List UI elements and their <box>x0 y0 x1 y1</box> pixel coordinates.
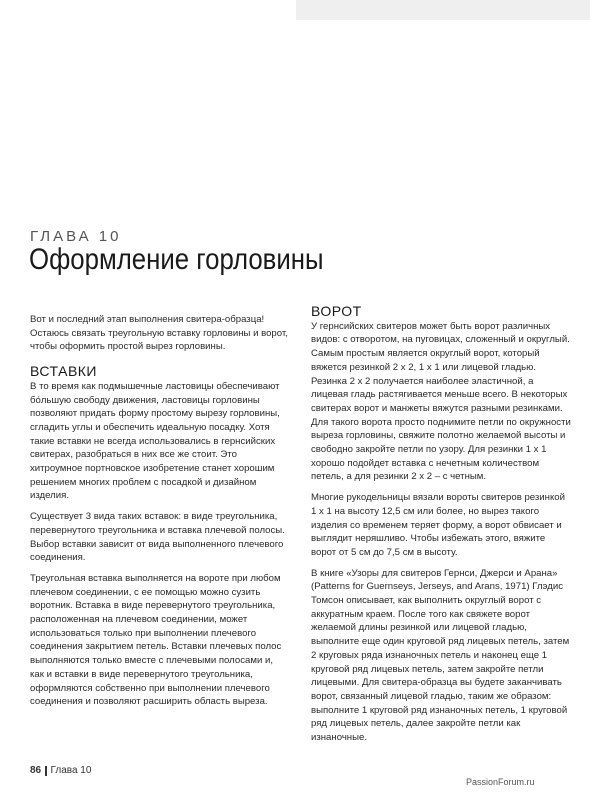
inserts-paragraph-3: Треугольная вставка выполняется на вороте при любом плечевом соединении, с ее помощью можно сузить воротник. Вставка в виде перевернутого треугольника, расположенная на плечевом соединении, может использоваться только при выполнении плечевого соединения закрытием петель. Вставки плечевых полос выполняются только вместе с плечевыми полосами и, как и вставки в виде перевернутого треугольника, оформляются собственно при выполнении плечевого соединения и позволяют расширить область выреза. <box>30 572 282 708</box>
page-corner-shade <box>296 0 590 20</box>
inserts-paragraph-1: В то время как подмышечные ластовицы обеспечивают бо́льшую свободу движения, ластовицы горловины позволяют придать форму простому вырезу горловины, сгладить углы и обеспечить идеальную посадку. Хотя такие вставки не всегда использовались в гернсийских свитерах, разобраться в них все же стоит. Это хитроумное портновское изобретение станет хорошим решением многих проблем с посадкой и дизайном изделия. <box>30 380 280 502</box>
collar-paragraph-2: Многие рукодельницы вязали вороты свитеров резинкой 1 х 1 на высоту 12,5 см или более, но вырез такого изделия со временем теряет форму, а ворот обвисает и выглядит неряшливо. Чтобы избежать этого, вяжите ворот от 5 см до 7,5 см в высоту. <box>311 492 565 558</box>
chapter-title: Оформление горловины <box>29 243 324 276</box>
collar-paragraph-3: В книге «Узоры для свитеров Гернси, Джерси и Арана» (Patterns for Guernseys, Jerseys, and Arans, 1971) Глэдис Томсон описывает, как выполнить округлый ворот с аккуратным краем. После того как свяжете ворот желаемой длины резинкой или лицевой гладью, выполните еще один круговой ряд лицевых петель, затем 2 круговых ряда изнаночных петель и наконец еще 1 круговой ряд лицевых петель, затем закройте петли лицевыми. Для свитера-образца вы будете заканчивать ворот, связанный лицевой гладью, таким же образом: выполните 1 круговой ряд изнаночных петель, 1 круговой ряд лицевых петель, далее закройте петли как изнаночные. <box>311 567 570 744</box>
right-column <box>311 305 571 752</box>
left-column <box>30 313 288 716</box>
intro-paragraph: Вот и последний этап выполнения свитера-образца! Остаюсь связать треугольную вставку горловины и ворот, чтобы оформить простой вырез горловины. <box>30 314 288 353</box>
chapter-label: ГЛАВА 10 <box>30 228 122 245</box>
page-footer <box>30 765 91 776</box>
watermark: PassionForum.ru <box>466 777 535 787</box>
collar-paragraph-1: У гернсийских свитеров может быть ворот различных видов: с отворотом, на пуговицах, сложенный и округлый. Самым простым является округлый ворот, который вяжется резинкой 2 х 2, 1 х 1 или лицевой гладью. Резинка 2 х 2 получается наиболее эластичной, а лицевая гладь растягивается меньше всего. В некоторых свитерах ворот и манжеты вяжутся разными резинками. Для такого ворота просто поднимите петли по окружности выреза горловины, свяжите полотно желаемой высоты и свободно закройте петли по узору. Для резинки 1 х 1 хорошо подойдет вставка с нечетным количеством петель, а для резинки 2 х 2 – с четным. <box>311 320 571 483</box>
page-number: 86 <box>30 765 42 776</box>
chapter-reference: Глава 10 <box>50 765 92 776</box>
section-heading-inserts: ВСТАВКИ <box>30 363 97 380</box>
footer-divider <box>45 766 46 776</box>
inserts-paragraph-2: Существует 3 вида таких вставок: в виде треугольника, перевернутого треугольника и вставка плечевой полосы. Выбор вставки зависит от вида выполненного плечевого соединения. <box>30 511 285 564</box>
section-heading-collar: ВОРОТ <box>311 303 362 319</box>
